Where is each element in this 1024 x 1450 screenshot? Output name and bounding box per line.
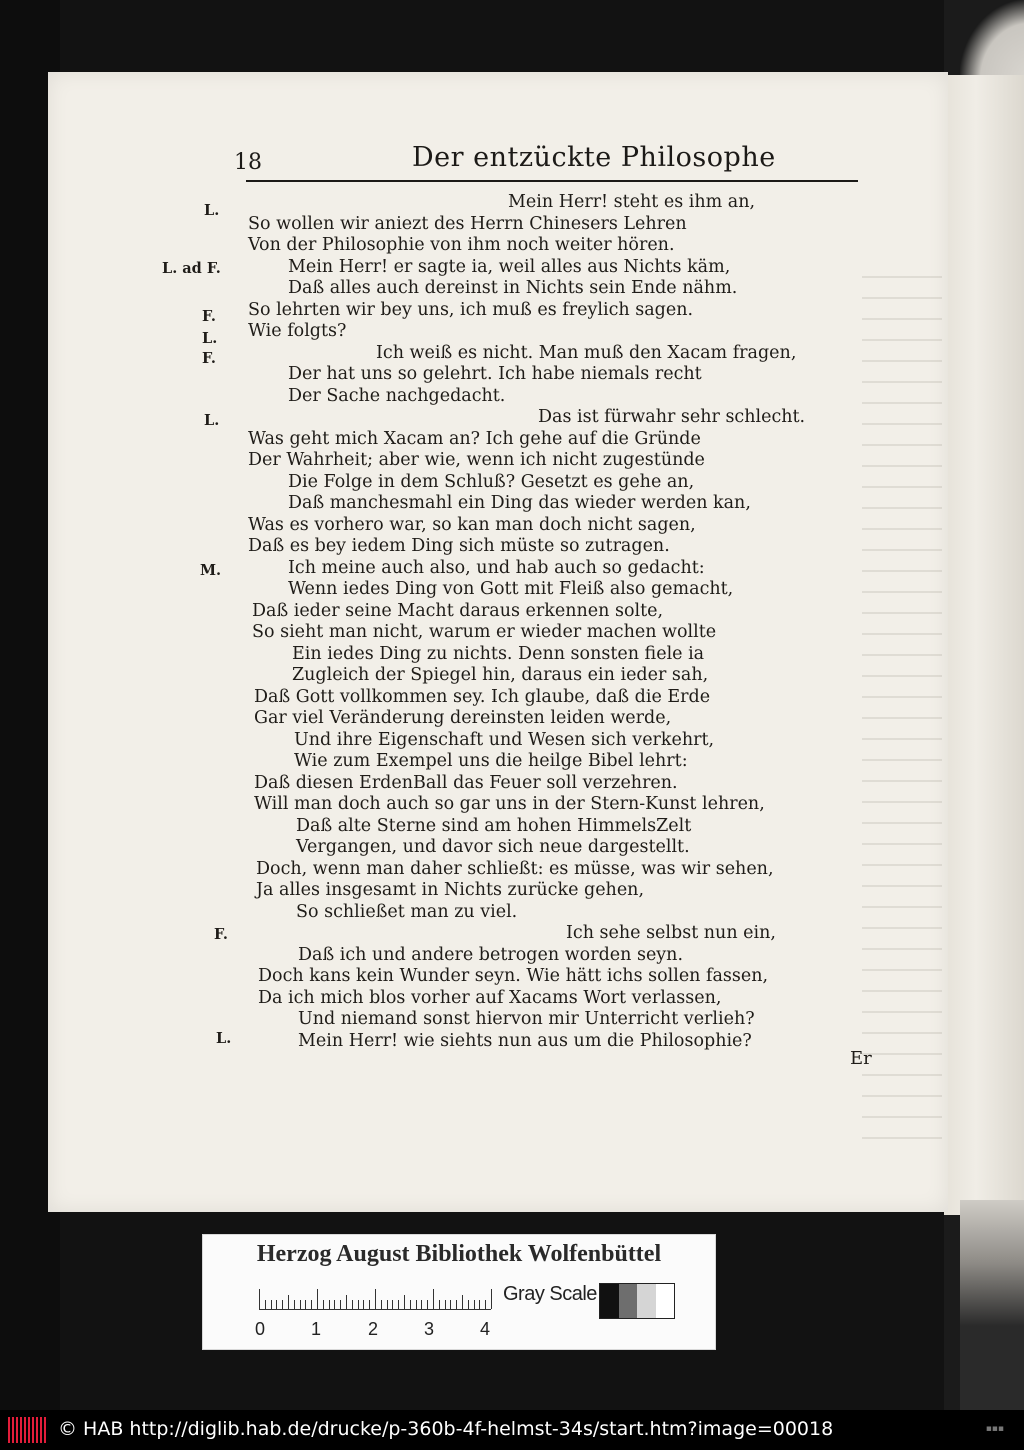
verse-line: Gar viel Veränderung dereinsten leiden werde, [254,708,672,728]
facing-page-edge [944,75,1024,1215]
ruler-number: 2 [368,1319,379,1339]
verse-line: So wollen wir aniezt des Herrn Chinesers Lehren [248,214,687,234]
ruler-tick [439,1300,440,1309]
ruler-tick [381,1300,382,1309]
verse-line: Ich meine auch also, und hab auch so gedacht: [288,558,705,578]
ruler-tick [369,1300,370,1309]
ruler-tick [259,1289,260,1309]
ruler-tick [398,1300,399,1309]
ruler-tick [358,1300,359,1309]
ruler-tick [427,1300,428,1309]
ruler-tick [387,1300,388,1309]
gray-swatch [637,1284,656,1318]
speaker-label: F. [214,926,228,943]
verse-line: Der Wahrheit; aber wie, wenn ich nicht zugestünde [248,450,705,470]
ruler-tick [311,1300,312,1309]
verse-line: Daß diesen ErdenBall das Feuer soll verzehren. [254,773,678,793]
ruler-number: 0 [255,1319,266,1339]
ruler-number: 3 [424,1319,435,1339]
verse-line: Von der Philosophie von ihm noch weiter hören. [248,235,675,255]
ruler-tick [474,1300,475,1309]
verse-line: Und niemand sonst hiervon mir Unterricht verlieh? [298,1009,755,1029]
ruler-number: 1 [311,1319,322,1339]
verse-line: Was es vorhero war, so kan man doch nicht sagen, [248,515,696,535]
ruler-tick [317,1289,318,1309]
speaker-label: L. [204,202,220,219]
catchword: Er [850,1048,872,1069]
verse-line: Daß ich und andere betrogen worden seyn. [298,945,684,965]
ruler-tick [375,1289,376,1309]
gray-swatch [600,1284,619,1318]
ruler-tick [346,1295,347,1309]
verse-line: Was geht mich Xacam an? Ich gehe auf die Gründe [248,429,701,449]
gray-swatches [599,1283,675,1319]
gray-scale-label: Gray Scale [503,1283,597,1305]
color-calibration-card [202,1234,716,1350]
ruler-tick [352,1300,353,1309]
verse-line: Ich sehe selbst nun ein, [566,923,776,943]
ruler-tick [445,1300,446,1309]
ruler-tick [265,1300,266,1309]
ruler-tick [450,1300,451,1309]
speaker-label: F. [202,308,216,325]
library-name: Herzog August Bibliothek Wolfenbüttel [256,1241,662,1267]
speaker-label: L. ad F. [162,260,221,277]
verse-line: Wie folgts? [248,321,347,341]
verse-line: Will man doch auch so gar uns in der Stern-Kunst lehren, [254,794,765,814]
ruler-tick [404,1295,405,1309]
verse-line: Mein Herr! er sagte ia, weil alles aus Nichts käm, [288,257,731,277]
verse-line: Zugleich der Spiegel hin, daraus ein ieder sah, [292,665,709,685]
ruler-tick [271,1300,272,1309]
verse-line: Daß alte Sterne sind am hohen HimmelsZelt [296,816,692,836]
verse-line: Daß es bey iedem Ding sich müste so zutragen. [248,536,670,556]
ruler-tick [282,1300,283,1309]
verse-line: Daß manchesmahl ein Ding das wieder werden kan, [288,493,751,513]
verse-line: Wie zum Exempel uns die heilge Bibel lehrt: [294,751,688,771]
verse-line: Das ist fürwahr sehr schlecht. [538,407,806,427]
ruler-tick [329,1300,330,1309]
verse-line: Der Sache nachgedacht. [288,386,506,406]
speaker-label: L. [202,330,218,347]
ruler-tick [392,1300,393,1309]
ruler-tick [276,1300,277,1309]
ruler-tick [462,1295,463,1309]
ruler-tick [340,1300,341,1309]
show-through-text [862,262,942,1142]
ruler-tick [433,1289,434,1309]
header-rule [246,180,858,182]
verse-line: Vergangen, und davor sich neue dargestellt. [296,837,690,857]
right-lower-edge [960,1200,1024,1410]
verse-line: So lehrten wir bey uns, ich muß es freylich sagen. [248,300,694,320]
verse-line: Ja alles insgesamt in Nichts zurücke gehen, [256,880,645,900]
book-page [48,72,948,1212]
verse-line: Daß alles auch dereinst in Nichts sein Ende nähm. [288,278,738,298]
verse-line: Und ihre Eigenschaft und Wesen sich verkehrt, [294,730,715,750]
ruler-tick [288,1295,289,1309]
ruler-tick [416,1300,417,1309]
verse-line: So schließet man zu viel. [296,902,518,922]
speaker-label: L. [204,412,220,429]
ruler-tick [479,1300,480,1309]
running-head: Der entzückte Philosophe [412,142,776,173]
verse-line: Mein Herr! steht es ihm an, [508,192,756,212]
verse-line: Da ich mich blos vorher auf Xacams Wort verlassen, [258,988,722,1008]
footer-bar [0,1410,1024,1450]
speaker-label: M. [200,562,222,579]
verse-line: Doch kans kein Wunder seyn. Wie hätt ichs sollen fassen, [258,966,769,986]
verse-line: Doch, wenn man daher schließt: es müsse, was wir sehen, [256,859,774,879]
ruler-tick [421,1300,422,1309]
page-curl [960,0,1024,80]
hab-logo-icon [8,1417,46,1443]
verse-line: Mein Herr! wie siehts nun aus um die Philosophie? [298,1031,752,1051]
ruler-tick [410,1300,411,1309]
ruler-tick [305,1300,306,1309]
ruler-tick [456,1300,457,1309]
ruler-tick [334,1300,335,1309]
scale-ruler [259,1289,491,1310]
speaker-label: F. [202,350,216,367]
ruler-tick [363,1300,364,1309]
verse-line: Der hat uns so gelehrt. Ich habe niemals recht [288,364,702,384]
ruler-tick [294,1300,295,1309]
ruler-tick [323,1300,324,1309]
verse-line: Daß ieder seine Macht daraus erkennen solte, [252,601,664,621]
footer-dots: ▪▪▪ [985,1424,1004,1434]
ruler-tick [485,1300,486,1309]
gray-swatch [656,1284,675,1318]
copyright-url: © HAB http://diglib.hab.de/drucke/p-360b-4f-helmst-34s/start.htm?image=00018 [58,1418,834,1440]
speaker-label: L. [216,1030,232,1047]
gray-swatch [619,1284,638,1318]
verse-line: Ich weiß es nicht. Man muß den Xacam fragen, [376,343,797,363]
ruler-number: 4 [480,1319,491,1339]
ruler-tick [491,1289,492,1309]
page-number: 18 [234,150,262,175]
verse-line: Wenn iedes Ding von Gott mit Fleiß also gemacht, [288,579,734,599]
ruler-tick [468,1300,469,1309]
verse-line: Ein iedes Ding zu nichts. Denn sonsten fiele ia [292,644,705,664]
verse-line: Die Folge in dem Schluß? Gesetzt es gehe an, [288,472,695,492]
ruler-tick [300,1300,301,1309]
verse-line: Daß Gott vollkommen sey. Ich glaube, daß die Erde [254,687,711,707]
verse-line: So sieht man nicht, warum er wieder machen wollte [252,622,717,642]
